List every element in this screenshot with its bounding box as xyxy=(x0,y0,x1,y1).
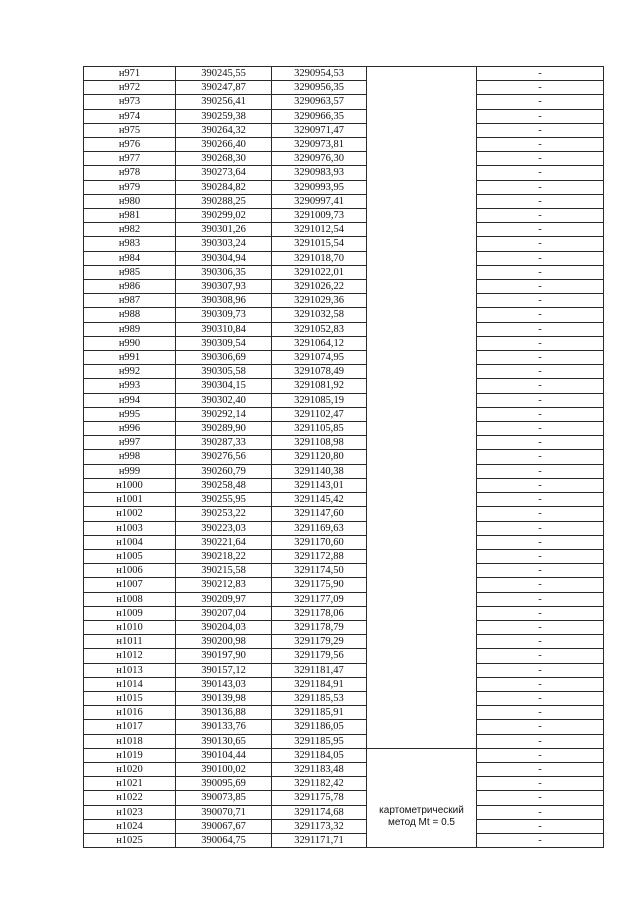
accuracy-cell: - xyxy=(477,407,604,421)
accuracy-cell: - xyxy=(477,393,604,407)
y-coordinate-cell: 3290973,81 xyxy=(272,138,367,152)
x-coordinate-cell: 390204,03 xyxy=(176,620,272,634)
x-coordinate-cell: 390197,90 xyxy=(176,649,272,663)
accuracy-cell: - xyxy=(477,478,604,492)
accuracy-cell: - xyxy=(477,209,604,223)
point-name-cell: н1011 xyxy=(84,635,176,649)
table-row xyxy=(84,521,604,535)
table-row xyxy=(84,308,604,322)
point-name-cell: н981 xyxy=(84,209,176,223)
y-coordinate-cell: 3291175,90 xyxy=(272,578,367,592)
table-row xyxy=(84,450,604,464)
point-name-cell: н1010 xyxy=(84,620,176,634)
point-name-cell: н999 xyxy=(84,464,176,478)
point-name-cell: н974 xyxy=(84,109,176,123)
point-name-cell: н986 xyxy=(84,280,176,294)
accuracy-cell: - xyxy=(477,606,604,620)
y-coordinate-cell: 3291178,79 xyxy=(272,620,367,634)
table-row xyxy=(84,67,604,81)
table-row xyxy=(84,393,604,407)
y-coordinate-cell: 3291170,60 xyxy=(272,535,367,549)
x-coordinate-cell: 390273,64 xyxy=(176,166,272,180)
point-name-cell: н980 xyxy=(84,194,176,208)
x-coordinate-cell: 390260,79 xyxy=(176,464,272,478)
table-row xyxy=(84,180,604,194)
accuracy-cell: - xyxy=(477,322,604,336)
point-name-cell: н1020 xyxy=(84,762,176,776)
x-coordinate-cell: 390256,41 xyxy=(176,95,272,109)
y-coordinate-cell: 3291174,68 xyxy=(272,805,367,819)
table-row xyxy=(84,322,604,336)
accuracy-cell: - xyxy=(477,365,604,379)
y-coordinate-cell: 3291081,92 xyxy=(272,379,367,393)
y-coordinate-cell: 3291184,05 xyxy=(272,748,367,762)
accuracy-cell: - xyxy=(477,706,604,720)
table-row xyxy=(84,677,604,691)
coordinates-table-body xyxy=(84,67,604,848)
x-coordinate-cell: 390304,94 xyxy=(176,251,272,265)
accuracy-cell: - xyxy=(477,237,604,251)
y-coordinate-cell: 3291120,80 xyxy=(272,450,367,464)
table-row xyxy=(84,365,604,379)
point-name-cell: н1002 xyxy=(84,507,176,521)
x-coordinate-cell: 390218,22 xyxy=(176,549,272,563)
x-coordinate-cell: 390245,55 xyxy=(176,67,272,81)
table-row xyxy=(84,805,604,819)
point-name-cell: н971 xyxy=(84,67,176,81)
point-name-cell: н984 xyxy=(84,251,176,265)
point-name-cell: н1005 xyxy=(84,549,176,563)
accuracy-cell: - xyxy=(477,223,604,237)
table-row xyxy=(84,706,604,720)
table-row xyxy=(84,209,604,223)
y-coordinate-cell: 3291108,98 xyxy=(272,436,367,450)
y-coordinate-cell: 3290963,57 xyxy=(272,95,367,109)
point-name-cell: н1008 xyxy=(84,592,176,606)
y-coordinate-cell: 3291105,85 xyxy=(272,422,367,436)
x-coordinate-cell: 390253,22 xyxy=(176,507,272,521)
table-row xyxy=(84,81,604,95)
point-name-cell: н997 xyxy=(84,436,176,450)
accuracy-cell: - xyxy=(477,194,604,208)
y-coordinate-cell: 3290976,30 xyxy=(272,152,367,166)
x-coordinate-cell: 390310,84 xyxy=(176,322,272,336)
y-coordinate-cell: 3291185,91 xyxy=(272,706,367,720)
x-coordinate-cell: 390276,56 xyxy=(176,450,272,464)
y-coordinate-cell: 3291174,50 xyxy=(272,564,367,578)
point-name-cell: н975 xyxy=(84,123,176,137)
x-coordinate-cell: 390258,48 xyxy=(176,478,272,492)
accuracy-cell: - xyxy=(477,578,604,592)
x-coordinate-cell: 390289,90 xyxy=(176,422,272,436)
table-row xyxy=(84,791,604,805)
y-coordinate-cell: 3291143,01 xyxy=(272,478,367,492)
point-name-cell: н972 xyxy=(84,81,176,95)
point-name-cell: н1004 xyxy=(84,535,176,549)
table-row xyxy=(84,762,604,776)
point-name-cell: н1022 xyxy=(84,791,176,805)
x-coordinate-cell: 390212,83 xyxy=(176,578,272,592)
x-coordinate-cell: 390100,02 xyxy=(176,762,272,776)
point-name-cell: н1007 xyxy=(84,578,176,592)
point-name-cell: н987 xyxy=(84,294,176,308)
accuracy-cell: - xyxy=(477,734,604,748)
accuracy-cell: - xyxy=(477,81,604,95)
y-coordinate-cell: 3291052,83 xyxy=(272,322,367,336)
y-coordinate-cell: 3291178,06 xyxy=(272,606,367,620)
point-name-cell: н1024 xyxy=(84,819,176,833)
y-coordinate-cell: 3291147,60 xyxy=(272,507,367,521)
x-coordinate-cell: 390223,03 xyxy=(176,521,272,535)
y-coordinate-cell: 3291175,78 xyxy=(272,791,367,805)
y-coordinate-cell: 3291064,12 xyxy=(272,336,367,350)
point-name-cell: н996 xyxy=(84,422,176,436)
y-coordinate-cell: 3291169,63 xyxy=(272,521,367,535)
point-name-cell: н990 xyxy=(84,336,176,350)
y-coordinate-cell: 3291171,71 xyxy=(272,833,367,847)
table-row xyxy=(84,152,604,166)
accuracy-cell: - xyxy=(477,351,604,365)
table-row xyxy=(84,535,604,549)
table-row xyxy=(84,464,604,478)
point-name-cell: н973 xyxy=(84,95,176,109)
y-coordinate-cell: 3291185,95 xyxy=(272,734,367,748)
accuracy-cell: - xyxy=(477,138,604,152)
x-coordinate-cell: 390221,64 xyxy=(176,535,272,549)
y-coordinate-cell: 3291018,70 xyxy=(272,251,367,265)
x-coordinate-cell: 390259,38 xyxy=(176,109,272,123)
accuracy-cell: - xyxy=(477,336,604,350)
accuracy-cell: - xyxy=(477,308,604,322)
accuracy-cell: - xyxy=(477,663,604,677)
point-name-cell: н1019 xyxy=(84,748,176,762)
x-coordinate-cell: 390064,75 xyxy=(176,833,272,847)
accuracy-cell: - xyxy=(477,379,604,393)
table-row xyxy=(84,478,604,492)
accuracy-cell: - xyxy=(477,521,604,535)
point-name-cell: н991 xyxy=(84,351,176,365)
table-row xyxy=(84,422,604,436)
point-name-cell: н1012 xyxy=(84,649,176,663)
point-name-cell: н1016 xyxy=(84,706,176,720)
x-coordinate-cell: 390255,95 xyxy=(176,493,272,507)
x-coordinate-cell: 390306,35 xyxy=(176,265,272,279)
point-name-cell: н978 xyxy=(84,166,176,180)
table-row xyxy=(84,336,604,350)
y-coordinate-cell: 3290956,35 xyxy=(272,81,367,95)
accuracy-cell: - xyxy=(477,493,604,507)
x-coordinate-cell: 390299,02 xyxy=(176,209,272,223)
point-name-cell: н977 xyxy=(84,152,176,166)
accuracy-cell: - xyxy=(477,251,604,265)
accuracy-cell: - xyxy=(477,436,604,450)
x-coordinate-cell: 390247,87 xyxy=(176,81,272,95)
y-coordinate-cell: 3290997,41 xyxy=(272,194,367,208)
table-row xyxy=(84,507,604,521)
accuracy-cell: - xyxy=(477,507,604,521)
accuracy-cell: - xyxy=(477,833,604,847)
y-coordinate-cell: 3290983,93 xyxy=(272,166,367,180)
point-name-cell: н985 xyxy=(84,265,176,279)
table-row xyxy=(84,748,604,762)
x-coordinate-cell: 390301,26 xyxy=(176,223,272,237)
table-row xyxy=(84,592,604,606)
x-coordinate-cell: 390303,24 xyxy=(176,237,272,251)
x-coordinate-cell: 390266,40 xyxy=(176,138,272,152)
accuracy-cell: - xyxy=(477,450,604,464)
x-coordinate-cell: 390302,40 xyxy=(176,393,272,407)
accuracy-cell: - xyxy=(477,109,604,123)
accuracy-cell: - xyxy=(477,95,604,109)
table-row xyxy=(84,564,604,578)
table-row xyxy=(84,194,604,208)
accuracy-cell: - xyxy=(477,691,604,705)
x-coordinate-cell: 390309,54 xyxy=(176,336,272,350)
x-coordinate-cell: 390287,33 xyxy=(176,436,272,450)
table-row xyxy=(84,663,604,677)
table-row xyxy=(84,777,604,791)
point-name-cell: н1009 xyxy=(84,606,176,620)
accuracy-cell: - xyxy=(477,649,604,663)
accuracy-cell: - xyxy=(477,549,604,563)
point-name-cell: н992 xyxy=(84,365,176,379)
point-name-cell: н1021 xyxy=(84,777,176,791)
point-name-cell: н1018 xyxy=(84,734,176,748)
x-coordinate-cell: 390308,96 xyxy=(176,294,272,308)
y-coordinate-cell: 3291173,32 xyxy=(272,819,367,833)
accuracy-cell: - xyxy=(477,564,604,578)
y-coordinate-cell: 3291179,29 xyxy=(272,635,367,649)
x-coordinate-cell: 390139,98 xyxy=(176,691,272,705)
x-coordinate-cell: 390305,58 xyxy=(176,365,272,379)
table-row xyxy=(84,720,604,734)
accuracy-cell: - xyxy=(477,635,604,649)
table-row xyxy=(84,620,604,634)
accuracy-cell: - xyxy=(477,180,604,194)
table-row xyxy=(84,138,604,152)
accuracy-cell: - xyxy=(477,777,604,791)
y-coordinate-cell: 3291184,91 xyxy=(272,677,367,691)
x-coordinate-cell: 390095,69 xyxy=(176,777,272,791)
accuracy-cell: - xyxy=(477,67,604,81)
table-row xyxy=(84,493,604,507)
x-coordinate-cell: 390067,67 xyxy=(176,819,272,833)
point-name-cell: н1025 xyxy=(84,833,176,847)
x-coordinate-cell: 390136,88 xyxy=(176,706,272,720)
point-name-cell: н1014 xyxy=(84,677,176,691)
table-row xyxy=(84,691,604,705)
y-coordinate-cell: 3291026,22 xyxy=(272,280,367,294)
point-name-cell: н1006 xyxy=(84,564,176,578)
x-coordinate-cell: 390157,12 xyxy=(176,663,272,677)
point-name-cell: н1003 xyxy=(84,521,176,535)
table-row xyxy=(84,265,604,279)
method-text: картометрический метод Mt = 0.5 xyxy=(379,804,464,828)
accuracy-cell: - xyxy=(477,535,604,549)
x-coordinate-cell: 390207,04 xyxy=(176,606,272,620)
y-coordinate-cell: 3291140,38 xyxy=(272,464,367,478)
point-name-cell: н1015 xyxy=(84,691,176,705)
table-row xyxy=(84,436,604,450)
x-coordinate-cell: 390306,69 xyxy=(176,351,272,365)
y-coordinate-cell: 3291181,47 xyxy=(272,663,367,677)
y-coordinate-cell: 3291022,01 xyxy=(272,265,367,279)
y-coordinate-cell: 3291029,36 xyxy=(272,294,367,308)
accuracy-cell: - xyxy=(477,720,604,734)
x-coordinate-cell: 390130,65 xyxy=(176,734,272,748)
table-row xyxy=(84,351,604,365)
accuracy-cell: - xyxy=(477,592,604,606)
table-row xyxy=(84,635,604,649)
accuracy-cell: - xyxy=(477,152,604,166)
x-coordinate-cell: 390288,25 xyxy=(176,194,272,208)
table-row xyxy=(84,251,604,265)
y-coordinate-cell: 3291172,88 xyxy=(272,549,367,563)
accuracy-cell: - xyxy=(477,422,604,436)
x-coordinate-cell: 390133,76 xyxy=(176,720,272,734)
table-row xyxy=(84,123,604,137)
accuracy-cell: - xyxy=(477,805,604,819)
point-name-cell: н994 xyxy=(84,393,176,407)
x-coordinate-cell: 390070,71 xyxy=(176,805,272,819)
accuracy-cell: - xyxy=(477,677,604,691)
y-coordinate-cell: 3291179,56 xyxy=(272,649,367,663)
table-row xyxy=(84,578,604,592)
table-row xyxy=(84,237,604,251)
table-row xyxy=(84,549,604,563)
point-name-cell: н1023 xyxy=(84,805,176,819)
y-coordinate-cell: 3290954,53 xyxy=(272,67,367,81)
x-coordinate-cell: 390268,30 xyxy=(176,152,272,166)
point-name-cell: н1013 xyxy=(84,663,176,677)
x-coordinate-cell: 390143,03 xyxy=(176,677,272,691)
y-coordinate-cell: 3291015,54 xyxy=(272,237,367,251)
table-row xyxy=(84,223,604,237)
y-coordinate-cell: 3291078,49 xyxy=(272,365,367,379)
y-coordinate-cell: 3291009,73 xyxy=(272,209,367,223)
y-coordinate-cell: 3290993,95 xyxy=(272,180,367,194)
point-name-cell: н989 xyxy=(84,322,176,336)
accuracy-cell: - xyxy=(477,762,604,776)
method-cell xyxy=(367,748,477,847)
y-coordinate-cell: 3291102,47 xyxy=(272,407,367,421)
x-coordinate-cell: 390307,93 xyxy=(176,280,272,294)
accuracy-cell: - xyxy=(477,294,604,308)
x-coordinate-cell: 390215,58 xyxy=(176,564,272,578)
table-row xyxy=(84,280,604,294)
y-coordinate-cell: 3291032,58 xyxy=(272,308,367,322)
y-coordinate-cell: 3291145,42 xyxy=(272,493,367,507)
coordinates-table xyxy=(83,66,604,848)
y-coordinate-cell: 3291085,19 xyxy=(272,393,367,407)
accuracy-cell: - xyxy=(477,791,604,805)
table-row xyxy=(84,606,604,620)
table-row xyxy=(84,95,604,109)
point-name-cell: н998 xyxy=(84,450,176,464)
y-coordinate-cell: 3291182,42 xyxy=(272,777,367,791)
table-row xyxy=(84,734,604,748)
point-name-cell: н1000 xyxy=(84,478,176,492)
accuracy-cell: - xyxy=(477,748,604,762)
table-row xyxy=(84,819,604,833)
accuracy-cell: - xyxy=(477,166,604,180)
x-coordinate-cell: 390284,82 xyxy=(176,180,272,194)
point-name-cell: н988 xyxy=(84,308,176,322)
table-row xyxy=(84,833,604,847)
x-coordinate-cell: 390309,73 xyxy=(176,308,272,322)
method-cell-upper xyxy=(367,67,477,749)
y-coordinate-cell: 3291183,48 xyxy=(272,762,367,776)
point-name-cell: н1001 xyxy=(84,493,176,507)
point-name-cell: н993 xyxy=(84,379,176,393)
point-name-cell: н995 xyxy=(84,407,176,421)
point-name-cell: н982 xyxy=(84,223,176,237)
x-coordinate-cell: 390304,15 xyxy=(176,379,272,393)
y-coordinate-cell: 3290966,35 xyxy=(272,109,367,123)
y-coordinate-cell: 3290971,47 xyxy=(272,123,367,137)
y-coordinate-cell: 3291186,05 xyxy=(272,720,367,734)
x-coordinate-cell: 390209,97 xyxy=(176,592,272,606)
x-coordinate-cell: 390200,98 xyxy=(176,635,272,649)
y-coordinate-cell: 3291012,54 xyxy=(272,223,367,237)
accuracy-cell: - xyxy=(477,819,604,833)
x-coordinate-cell: 390292,14 xyxy=(176,407,272,421)
accuracy-cell: - xyxy=(477,280,604,294)
y-coordinate-cell: 3291074,95 xyxy=(272,351,367,365)
accuracy-cell: - xyxy=(477,123,604,137)
x-coordinate-cell: 390104,44 xyxy=(176,748,272,762)
table-row xyxy=(84,294,604,308)
point-name-cell: н976 xyxy=(84,138,176,152)
point-name-cell: н1017 xyxy=(84,720,176,734)
accuracy-cell: - xyxy=(477,620,604,634)
table-row xyxy=(84,109,604,123)
point-name-cell: н983 xyxy=(84,237,176,251)
x-coordinate-cell: 390073,85 xyxy=(176,791,272,805)
table-row xyxy=(84,407,604,421)
y-coordinate-cell: 3291185,53 xyxy=(272,691,367,705)
accuracy-cell: - xyxy=(477,265,604,279)
point-name-cell: н979 xyxy=(84,180,176,194)
table-row xyxy=(84,649,604,663)
table-row xyxy=(84,379,604,393)
accuracy-cell: - xyxy=(477,464,604,478)
table-row xyxy=(84,166,604,180)
y-coordinate-cell: 3291177,09 xyxy=(272,592,367,606)
x-coordinate-cell: 390264,32 xyxy=(176,123,272,137)
